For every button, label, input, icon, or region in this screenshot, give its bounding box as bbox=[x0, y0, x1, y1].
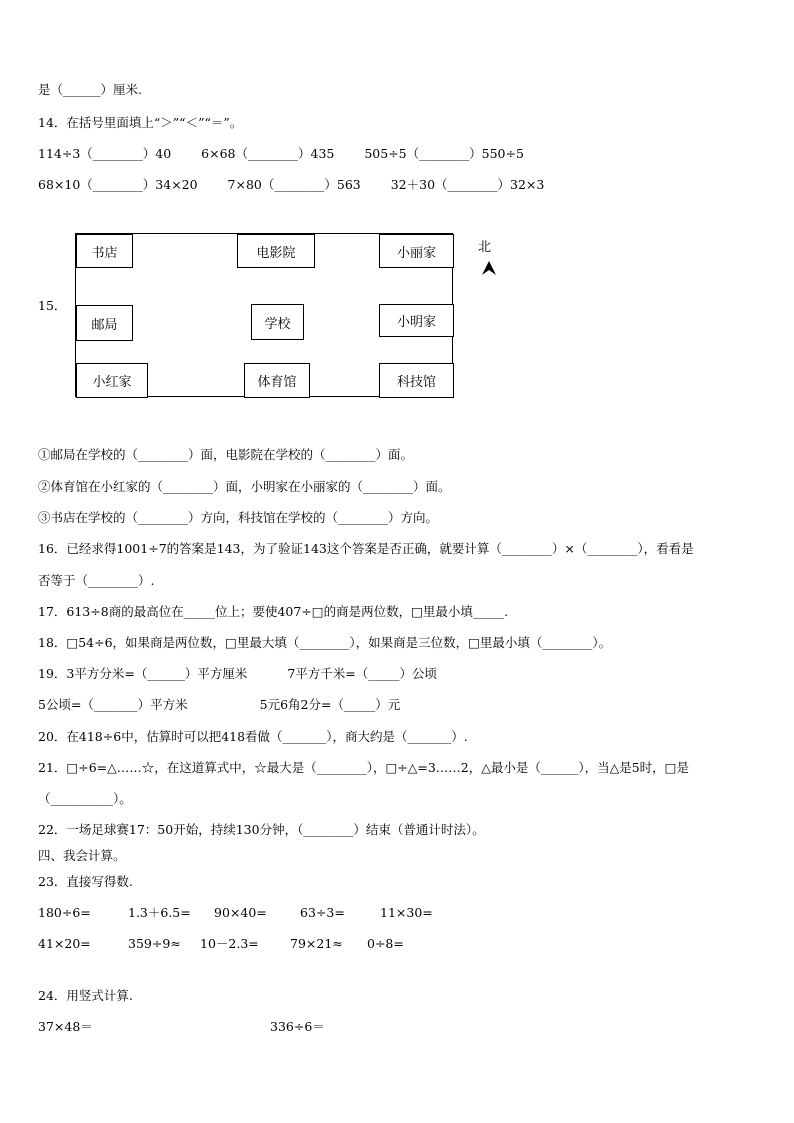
text-line: ①邮局在学校的（________）面，电影院在学校的（________）面。 bbox=[38, 447, 414, 462]
calc-row bbox=[38, 905, 433, 921]
text-line bbox=[38, 666, 437, 682]
question-23-title: 23．直接写得数. bbox=[38, 874, 133, 889]
calc-item: 359÷9≈ bbox=[128, 936, 181, 951]
text-line: ③书店在学校的（________）方向，科技馆在学校的（________）方向。 bbox=[38, 510, 439, 525]
text-line bbox=[38, 177, 544, 193]
comparison-item: 68×10（________）34×20 bbox=[38, 177, 198, 192]
map-diagram bbox=[75, 233, 453, 397]
conversion-item: 5元6角2分=（_____）元 bbox=[259, 697, 401, 712]
text-line: 21．□÷6=△……☆，在这道算式中，☆最大是（________），□÷△=3……2，△最小是（______），当△是5时，□是 bbox=[38, 760, 689, 775]
text-line: 否等于（________）. bbox=[38, 573, 155, 588]
conversion-item: 7平方千米=（_____）公顷 bbox=[287, 666, 437, 681]
text-line: 16．已经求得1001÷7的答案是143，为了验证143这个答案是否正确，就要计算（________）×（________），看看是 bbox=[38, 541, 694, 556]
calc-item: 10－2.3= bbox=[200, 936, 259, 951]
north-arrow-icon bbox=[481, 260, 497, 279]
calc-row bbox=[38, 936, 404, 952]
text-line: 17．613÷8商的最高位在_____位上；要使407÷□的商是两位数，□里最小填_____. bbox=[38, 604, 509, 619]
place-school: 学校 bbox=[251, 304, 304, 340]
place-cinema: 电影院 bbox=[237, 234, 315, 268]
text-line: ②体育馆在小红家的（________）面，小明家在小丽家的（________）面。 bbox=[38, 479, 451, 494]
calc-item: 0÷8= bbox=[367, 936, 404, 951]
text-line: （__________）。 bbox=[38, 791, 132, 806]
text-line: 22．一场足球赛17：50开始，持续130分钟，（________）结束（普通计时法）。 bbox=[38, 822, 485, 837]
text-line: 20．在418÷6中，估算时可以把418看做（_______），商大约是（_______）. bbox=[38, 729, 468, 744]
place-xiaoming-home: 小明家 bbox=[379, 304, 454, 337]
comparison-item: 6×68（________）435 bbox=[201, 146, 335, 161]
place-stadium: 体育馆 bbox=[244, 363, 310, 398]
place-post-office: 邮局 bbox=[76, 305, 133, 341]
place-xiaohong-home: 小红家 bbox=[76, 363, 148, 398]
question-24-title: 24．用竖式计算. bbox=[38, 988, 133, 1003]
calc-item: 180÷6= bbox=[38, 905, 91, 920]
text-line: 是（______）厘米. bbox=[38, 82, 142, 97]
place-bookstore: 书店 bbox=[76, 234, 133, 268]
comparison-item: 505÷5（________）550÷5 bbox=[364, 146, 524, 161]
place-science-museum: 科技馆 bbox=[379, 363, 454, 398]
calc-item: 11×30= bbox=[380, 905, 433, 920]
comparison-item: 32＋30（________）32×3 bbox=[390, 177, 545, 192]
text-line bbox=[38, 146, 524, 162]
calc-row bbox=[38, 1019, 325, 1035]
question-15-number: 15． bbox=[38, 298, 67, 313]
calc-item: 37×48＝ bbox=[38, 1019, 93, 1034]
conversion-item: 5公顷=（_______）平方米 bbox=[38, 697, 188, 712]
calc-item: 1.3＋6.5= bbox=[128, 905, 191, 920]
calc-item: 90×40= bbox=[214, 905, 267, 920]
text-line: 18．□54÷6，如果商是两位数，□里最大填（________），如果商是三位数，□里最小填（________）。 bbox=[38, 635, 612, 650]
comparison-item: 7×80（________）563 bbox=[227, 177, 361, 192]
north-label: 北 bbox=[478, 240, 492, 255]
place-xiaoli-home: 小丽家 bbox=[379, 234, 454, 268]
section-heading: 四、我会计算。 bbox=[38, 848, 126, 863]
calc-item: 63÷3= bbox=[300, 905, 345, 920]
question-14-title: 14．在括号里面填上“＞”“＜”“＝”。 bbox=[38, 115, 243, 130]
text-line bbox=[38, 697, 400, 713]
calc-item: 336÷6＝ bbox=[270, 1019, 325, 1034]
comparison-item: 114÷3（________）40 bbox=[38, 146, 172, 161]
calc-item: 41×20= bbox=[38, 936, 91, 951]
calc-item: 79×21≈ bbox=[290, 936, 343, 951]
conversion-item: 19．3平方分米=（______）平方厘米 bbox=[38, 666, 248, 681]
